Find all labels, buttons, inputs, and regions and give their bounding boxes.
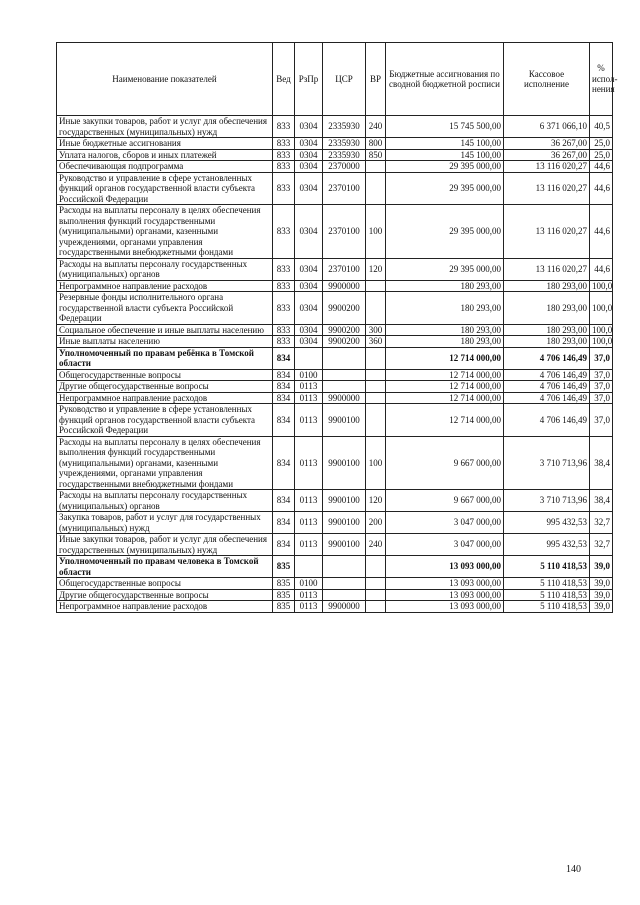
table-row bbox=[57, 161, 613, 173]
cell-csr bbox=[323, 347, 366, 369]
cell-vr: 100 bbox=[366, 436, 386, 490]
cell-cash: 13 116 020,27 bbox=[504, 172, 590, 205]
cell-csr bbox=[323, 578, 366, 590]
cell-ved: 833 bbox=[273, 258, 295, 280]
cell-vr: 100 bbox=[366, 205, 386, 259]
header-vr: ВР bbox=[366, 43, 386, 116]
cell-percent: 25,0 bbox=[590, 138, 613, 150]
cell-csr: 2370100 bbox=[323, 205, 366, 259]
cell-ved: 834 bbox=[273, 381, 295, 393]
cell-csr: 9900100 bbox=[323, 404, 366, 437]
cell-csr bbox=[323, 381, 366, 393]
cell-cash: 180 293,00 bbox=[504, 280, 590, 292]
cell-percent: 39,0 bbox=[590, 556, 613, 578]
table-row bbox=[57, 347, 613, 369]
cell-rzpr: 0113 bbox=[295, 490, 323, 512]
cell-budget: 145 100,00 bbox=[386, 149, 504, 161]
cell-ved: 834 bbox=[273, 404, 295, 437]
cell-budget: 15 745 500,00 bbox=[386, 116, 504, 138]
cell-cash: 5 110 418,53 bbox=[504, 601, 590, 613]
cell-csr: 9900200 bbox=[323, 292, 366, 325]
cell-vr bbox=[366, 161, 386, 173]
cell-rzpr: 0113 bbox=[295, 589, 323, 601]
cell-name: Расходы на выплаты персоналу государственных (муниципальных) органов bbox=[57, 490, 273, 512]
cell-name: Уполномоченный по правам человека в Томской области bbox=[57, 556, 273, 578]
cell-ved: 834 bbox=[273, 436, 295, 490]
cell-ved: 835 bbox=[273, 601, 295, 613]
cell-name: Расходы на выплаты персоналу государственных (муниципальных) органов bbox=[57, 258, 273, 280]
cell-ved: 835 bbox=[273, 578, 295, 590]
cell-ved: 833 bbox=[273, 336, 295, 348]
cell-rzpr: 0304 bbox=[295, 138, 323, 150]
table-row bbox=[57, 116, 613, 138]
cell-name: Иные закупки товаров, работ и услуг для обеспечения государственных (муниципальных) нужд bbox=[57, 534, 273, 556]
header-ved: Вед bbox=[273, 43, 295, 116]
cell-rzpr: 0304 bbox=[295, 205, 323, 259]
cell-cash: 4 706 146,49 bbox=[504, 404, 590, 437]
cell-cash: 995 432,53 bbox=[504, 512, 590, 534]
cell-vr bbox=[366, 347, 386, 369]
cell-budget: 29 395 000,00 bbox=[386, 205, 504, 259]
cell-percent: 37,0 bbox=[590, 381, 613, 393]
cell-cash: 995 432,53 bbox=[504, 534, 590, 556]
cell-name: Другие общегосударственные вопросы bbox=[57, 381, 273, 393]
cell-budget: 12 714 000,00 bbox=[386, 381, 504, 393]
cell-csr: 2335930 bbox=[323, 149, 366, 161]
cell-vr: 120 bbox=[366, 258, 386, 280]
cell-name: Расходы на выплаты персоналу в целях обеспечения выполнения функций государственными (муниципальными) органами, казенными учреждениями, органами управления государственными внебюджетными фондами bbox=[57, 436, 273, 490]
cell-percent: 37,0 bbox=[590, 347, 613, 369]
cell-ved: 833 bbox=[273, 116, 295, 138]
cell-rzpr: 0113 bbox=[295, 512, 323, 534]
cell-percent: 44,6 bbox=[590, 205, 613, 259]
cell-budget: 12 714 000,00 bbox=[386, 347, 504, 369]
cell-cash: 6 371 066,10 bbox=[504, 116, 590, 138]
cell-percent: 100,0 bbox=[590, 292, 613, 325]
cell-budget: 29 395 000,00 bbox=[386, 161, 504, 173]
cell-csr: 9900000 bbox=[323, 280, 366, 292]
header-percent: % испол-нения bbox=[590, 43, 613, 116]
header-name: Наименование показателей bbox=[57, 43, 273, 116]
cell-vr: 240 bbox=[366, 534, 386, 556]
table-row bbox=[57, 149, 613, 161]
cell-percent: 37,0 bbox=[590, 404, 613, 437]
table-row bbox=[57, 404, 613, 437]
cell-name: Руководство и управление в сфере установленных функций органов государственной власти субъекта Российской Федерации bbox=[57, 404, 273, 437]
cell-percent: 40,5 bbox=[590, 116, 613, 138]
cell-vr bbox=[366, 292, 386, 325]
budget-table bbox=[56, 42, 618, 613]
cell-csr: 9900200 bbox=[323, 336, 366, 348]
cell-rzpr: 0113 bbox=[295, 601, 323, 613]
cell-name: Обеспечивающая подпрограмма bbox=[57, 161, 273, 173]
cell-csr: 9900200 bbox=[323, 324, 366, 336]
cell-csr: 9900100 bbox=[323, 436, 366, 490]
cell-csr: 9900000 bbox=[323, 601, 366, 613]
cell-percent: 37,0 bbox=[590, 369, 613, 381]
table-row bbox=[57, 292, 613, 325]
cell-name: Непрограммное направление расходов bbox=[57, 280, 273, 292]
cell-csr bbox=[323, 369, 366, 381]
table-row bbox=[57, 172, 613, 205]
cell-vr: 850 bbox=[366, 149, 386, 161]
cell-cash: 4 706 146,49 bbox=[504, 392, 590, 404]
cell-budget: 12 714 000,00 bbox=[386, 369, 504, 381]
cell-ved: 833 bbox=[273, 324, 295, 336]
table-row bbox=[57, 578, 613, 590]
table-row bbox=[57, 534, 613, 556]
cell-rzpr: 0100 bbox=[295, 578, 323, 590]
cell-rzpr: 0113 bbox=[295, 436, 323, 490]
cell-name: Иные выплаты населению bbox=[57, 336, 273, 348]
cell-cash: 3 710 713,96 bbox=[504, 490, 590, 512]
cell-ved: 833 bbox=[273, 172, 295, 205]
cell-budget: 180 293,00 bbox=[386, 324, 504, 336]
cell-name: Иные закупки товаров, работ и услуг для обеспечения государственных (муниципальных) нужд bbox=[57, 116, 273, 138]
cell-budget: 180 293,00 bbox=[386, 280, 504, 292]
table-row bbox=[57, 490, 613, 512]
cell-cash: 4 706 146,49 bbox=[504, 347, 590, 369]
cell-csr: 9900100 bbox=[323, 534, 366, 556]
cell-ved: 833 bbox=[273, 205, 295, 259]
cell-percent: 32,7 bbox=[590, 512, 613, 534]
table-row bbox=[57, 336, 613, 348]
cell-vr: 200 bbox=[366, 512, 386, 534]
cell-percent: 44,6 bbox=[590, 161, 613, 173]
cell-csr bbox=[323, 556, 366, 578]
cell-percent: 38,4 bbox=[590, 490, 613, 512]
cell-ved: 834 bbox=[273, 347, 295, 369]
cell-name: Социальное обеспечение и иные выплаты населению bbox=[57, 324, 273, 336]
cell-rzpr: 0113 bbox=[295, 534, 323, 556]
cell-vr bbox=[366, 369, 386, 381]
cell-cash: 4 706 146,49 bbox=[504, 369, 590, 381]
cell-vr: 300 bbox=[366, 324, 386, 336]
cell-csr: 2370100 bbox=[323, 258, 366, 280]
cell-budget: 9 667 000,00 bbox=[386, 490, 504, 512]
cell-vr bbox=[366, 381, 386, 393]
cell-rzpr: 0304 bbox=[295, 292, 323, 325]
cell-budget: 13 093 000,00 bbox=[386, 556, 504, 578]
cell-rzpr bbox=[295, 347, 323, 369]
cell-budget: 29 395 000,00 bbox=[386, 258, 504, 280]
cell-budget: 180 293,00 bbox=[386, 292, 504, 325]
cell-budget: 145 100,00 bbox=[386, 138, 504, 150]
cell-percent: 100,0 bbox=[590, 336, 613, 348]
cell-rzpr: 0113 bbox=[295, 404, 323, 437]
cell-name: Другие общегосударственные вопросы bbox=[57, 589, 273, 601]
table-row bbox=[57, 601, 613, 613]
table-row bbox=[57, 436, 613, 490]
cell-budget: 3 047 000,00 bbox=[386, 534, 504, 556]
cell-budget: 12 714 000,00 bbox=[386, 404, 504, 437]
cell-csr: 2335930 bbox=[323, 116, 366, 138]
cell-ved: 834 bbox=[273, 534, 295, 556]
cell-cash: 36 267,00 bbox=[504, 138, 590, 150]
cell-cash: 13 116 020,27 bbox=[504, 161, 590, 173]
cell-csr: 2370100 bbox=[323, 172, 366, 205]
cell-ved: 833 bbox=[273, 292, 295, 325]
cell-name: Общегосударственные вопросы bbox=[57, 369, 273, 381]
table-row bbox=[57, 369, 613, 381]
header-cash: Кассовое исполнение bbox=[504, 43, 590, 116]
cell-vr: 120 bbox=[366, 490, 386, 512]
cell-cash: 3 710 713,96 bbox=[504, 436, 590, 490]
cell-rzpr: 0304 bbox=[295, 280, 323, 292]
cell-budget: 13 093 000,00 bbox=[386, 578, 504, 590]
cell-percent: 38,4 bbox=[590, 436, 613, 490]
cell-percent: 39,0 bbox=[590, 578, 613, 590]
table-row bbox=[57, 381, 613, 393]
cell-percent: 37,0 bbox=[590, 392, 613, 404]
cell-name: Резервные фонды исполнительного органа государственной власти субъекта Российской Федерации bbox=[57, 292, 273, 325]
cell-percent: 39,0 bbox=[590, 589, 613, 601]
cell-budget: 9 667 000,00 bbox=[386, 436, 504, 490]
table-row bbox=[57, 205, 613, 259]
cell-name: Закупка товаров, работ и услуг для государственных (муниципальных) нужд bbox=[57, 512, 273, 534]
cell-cash: 13 116 020,27 bbox=[504, 258, 590, 280]
cell-rzpr: 0113 bbox=[295, 392, 323, 404]
cell-budget: 12 714 000,00 bbox=[386, 392, 504, 404]
cell-ved: 833 bbox=[273, 161, 295, 173]
cell-rzpr: 0304 bbox=[295, 149, 323, 161]
cell-csr bbox=[323, 589, 366, 601]
cell-vr: 240 bbox=[366, 116, 386, 138]
cell-percent: 100,0 bbox=[590, 280, 613, 292]
cell-ved: 834 bbox=[273, 369, 295, 381]
cell-ved: 833 bbox=[273, 149, 295, 161]
cell-cash: 5 110 418,53 bbox=[504, 589, 590, 601]
cell-rzpr: 0304 bbox=[295, 116, 323, 138]
cell-rzpr: 0304 bbox=[295, 324, 323, 336]
cell-cash: 180 293,00 bbox=[504, 336, 590, 348]
cell-vr bbox=[366, 172, 386, 205]
cell-budget: 13 093 000,00 bbox=[386, 589, 504, 601]
cell-cash: 5 110 418,53 bbox=[504, 556, 590, 578]
cell-vr bbox=[366, 589, 386, 601]
table-row bbox=[57, 324, 613, 336]
cell-name: Уполномоченный по правам ребёнка в Томской области bbox=[57, 347, 273, 369]
cell-cash: 36 267,00 bbox=[504, 149, 590, 161]
cell-rzpr: 0113 bbox=[295, 381, 323, 393]
cell-ved: 834 bbox=[273, 512, 295, 534]
cell-csr: 9900100 bbox=[323, 512, 366, 534]
cell-ved: 834 bbox=[273, 490, 295, 512]
cell-vr bbox=[366, 392, 386, 404]
cell-vr bbox=[366, 404, 386, 437]
table-row bbox=[57, 512, 613, 534]
cell-name: Непрограммное направление расходов bbox=[57, 601, 273, 613]
table-body bbox=[57, 116, 613, 613]
cell-vr: 360 bbox=[366, 336, 386, 348]
cell-name: Уплата налогов, сборов и иных платежей bbox=[57, 149, 273, 161]
cell-percent: 39,0 bbox=[590, 601, 613, 613]
cell-name: Иные бюджетные ассигнования bbox=[57, 138, 273, 150]
cell-rzpr: 0304 bbox=[295, 258, 323, 280]
cell-percent: 44,6 bbox=[590, 258, 613, 280]
table-header-row bbox=[57, 43, 613, 116]
cell-percent: 25,0 bbox=[590, 149, 613, 161]
header-csr: ЦСР bbox=[323, 43, 366, 116]
cell-percent: 44,6 bbox=[590, 172, 613, 205]
cell-ved: 834 bbox=[273, 392, 295, 404]
cell-budget: 3 047 000,00 bbox=[386, 512, 504, 534]
cell-cash: 180 293,00 bbox=[504, 324, 590, 336]
header-budget: Бюджетные ассигнования по сводной бюджетной росписи bbox=[386, 43, 504, 116]
cell-ved: 833 bbox=[273, 138, 295, 150]
budget-execution-sheet bbox=[56, 42, 618, 613]
cell-rzpr: 0304 bbox=[295, 172, 323, 205]
cell-vr bbox=[366, 556, 386, 578]
cell-budget: 29 395 000,00 bbox=[386, 172, 504, 205]
cell-ved: 833 bbox=[273, 280, 295, 292]
cell-percent: 100,0 bbox=[590, 324, 613, 336]
cell-name: Расходы на выплаты персоналу в целях обеспечения выполнения функций государственными (муниципальными) органами, казенными учреждениями, органами управления государственными внебюджетными фондами bbox=[57, 205, 273, 259]
cell-cash: 4 706 146,49 bbox=[504, 381, 590, 393]
table-row bbox=[57, 556, 613, 578]
table-row bbox=[57, 589, 613, 601]
table-row bbox=[57, 280, 613, 292]
cell-name: Руководство и управление в сфере установленных функций органов государственной власти субъекта Российской Федерации bbox=[57, 172, 273, 205]
page-number: 140 bbox=[566, 864, 581, 875]
cell-csr: 9900000 bbox=[323, 392, 366, 404]
table-row bbox=[57, 392, 613, 404]
cell-budget: 180 293,00 bbox=[386, 336, 504, 348]
table-row bbox=[57, 138, 613, 150]
cell-cash: 5 110 418,53 bbox=[504, 578, 590, 590]
cell-vr: 800 bbox=[366, 138, 386, 150]
cell-vr bbox=[366, 601, 386, 613]
cell-vr bbox=[366, 280, 386, 292]
cell-vr bbox=[366, 578, 386, 590]
cell-csr: 2370000 bbox=[323, 161, 366, 173]
cell-ved: 835 bbox=[273, 589, 295, 601]
cell-rzpr: 0100 bbox=[295, 369, 323, 381]
cell-rzpr: 0304 bbox=[295, 161, 323, 173]
cell-csr: 2335930 bbox=[323, 138, 366, 150]
cell-rzpr bbox=[295, 556, 323, 578]
cell-csr: 9900100 bbox=[323, 490, 366, 512]
cell-name: Общегосударственные вопросы bbox=[57, 578, 273, 590]
cell-rzpr: 0304 bbox=[295, 336, 323, 348]
cell-budget: 13 093 000,00 bbox=[386, 601, 504, 613]
cell-name: Непрограммное направление расходов bbox=[57, 392, 273, 404]
cell-percent: 32,7 bbox=[590, 534, 613, 556]
table-row bbox=[57, 258, 613, 280]
cell-cash: 13 116 020,27 bbox=[504, 205, 590, 259]
cell-ved: 835 bbox=[273, 556, 295, 578]
header-rzpr: РзПр bbox=[295, 43, 323, 116]
cell-cash: 180 293,00 bbox=[504, 292, 590, 325]
